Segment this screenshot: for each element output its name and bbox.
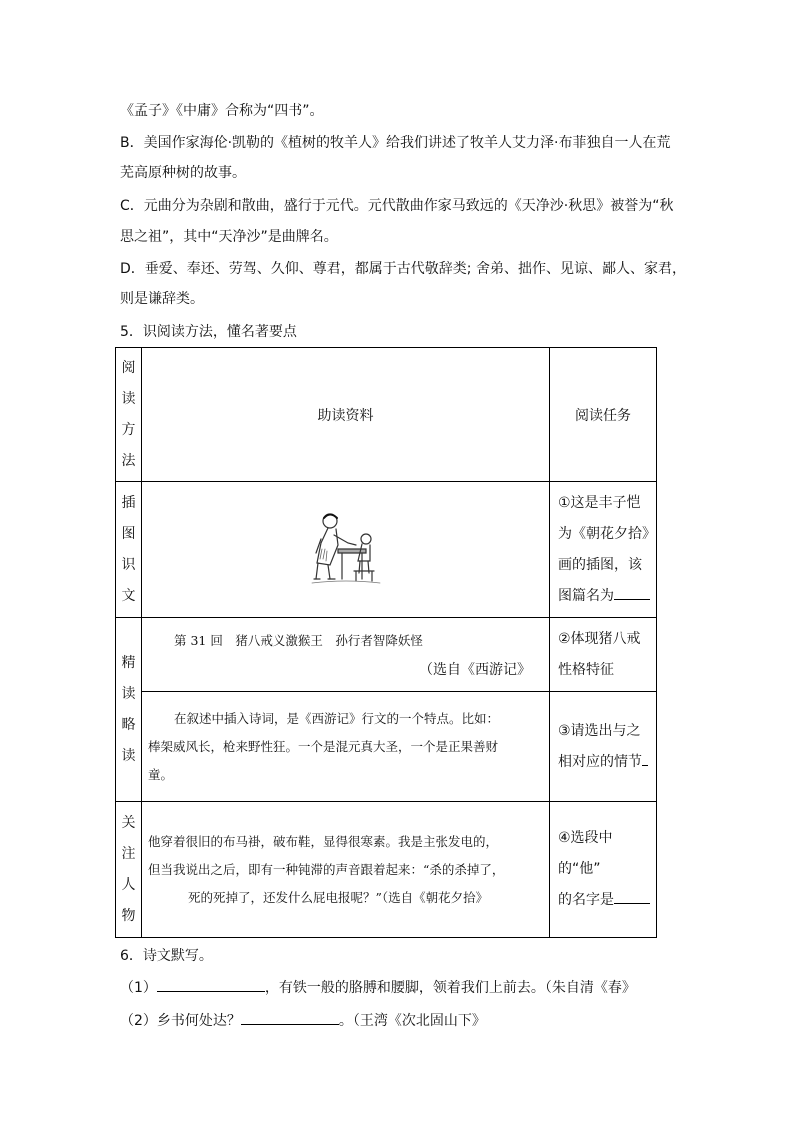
item-1-blank[interactable] <box>157 977 265 992</box>
task-2-cell: ②体现猪八戒 性格特征 <box>550 618 657 692</box>
task-1-blank[interactable] <box>614 585 650 600</box>
source-xiyouji: （选自《西游记》 <box>419 661 531 678</box>
chapter-cell <box>142 618 550 692</box>
method-illustration-cell: 插 图 识 文 <box>116 482 142 618</box>
material-header: 助读资料 <box>142 348 550 482</box>
reading-table <box>115 347 657 938</box>
task-3-cell: ③请选出与之 相对应的情节 <box>550 692 657 802</box>
task-4-blank[interactable] <box>614 889 650 904</box>
illustration-row <box>116 482 657 618</box>
task-3-blank[interactable] <box>642 751 648 766</box>
task-4-cell: ④选段中的“他” 的名字是 <box>550 802 657 938</box>
character-row <box>116 802 657 938</box>
close-reading-row-1 <box>116 618 657 692</box>
item-2-blank[interactable] <box>241 1010 339 1025</box>
option-c-line1: C．元曲分为杂剧和散曲，盛行于元代。元代散曲作家马致远的《天净沙·秋思》被誉为“秋 <box>120 198 674 214</box>
option-d-line2: 则是谦辞类。 <box>120 291 204 307</box>
option-b-line1: B．美国作家海伦·凯勒的《植树的牧羊人》给我们讲述了牧羊人艾力泽·布菲独自一人在荒 <box>120 135 671 151</box>
question-6-item-1: （1） ，有铁一般的胳膊和腰脚，领着我们上前去。（朱自清《春》 <box>120 977 636 998</box>
method-close-reading-cell: 精 读 略 读 <box>116 618 142 802</box>
option-b-line2: 芜高原种树的故事。 <box>120 165 246 181</box>
chapter-title: 第 31 回 猪八戒义激猴王 孙行者智降妖怪 <box>174 632 423 648</box>
question-6-title: 6．诗文默写。 <box>120 948 213 964</box>
task-1-cell: ①这是丰子恺 为《朝花夕拾》 画的插图，该 图篇名为 <box>550 482 657 618</box>
option-d-line1: D．垂爱、奉还、劳驾、久仰、尊君，都属于古代敬辞类; 舍弟、拙作、见谅、鄙人、家君， <box>120 261 686 277</box>
task-header: 阅读任务 <box>550 348 657 482</box>
option-c-line2: 思之祖”，其中“天净沙”是曲牌名。 <box>120 229 338 245</box>
question-5-title: 5．识阅读方法，懂名著要点 <box>120 324 297 340</box>
character-text-cell: 他穿着很旧的布马褂，破布鞋，显得很寒素。我是主张发电的， 但当我说出之后，即有一种钝滞的声音跟着起来：“杀的杀掉了， 死的死掉了，还发什么屁电报呢？”（选自《朝花夕拾》 <box>142 802 550 938</box>
question-6-item-2: （2）乡书何处达？ 。（王湾《次北固山下》 <box>120 1010 486 1031</box>
close-reading-row-2 <box>116 692 657 802</box>
illustration-cell <box>142 482 550 618</box>
poem-cell: 在叙述中插入诗词，是《西游记》行文的一个特点。比如： 棒架威风长，枪来野性狂。一个是混元真大圣，一个是正果善财 童。 <box>142 692 550 802</box>
table-header-row <box>116 348 657 482</box>
ink-illustration-image <box>308 509 384 587</box>
option-a-continuation: 《孟子》《中庸》合称为“四书”。 <box>120 103 324 119</box>
method-character-cell: 关 注 人 物 <box>116 802 142 938</box>
method-header-cell: 阅 读 方 法 <box>116 348 142 482</box>
